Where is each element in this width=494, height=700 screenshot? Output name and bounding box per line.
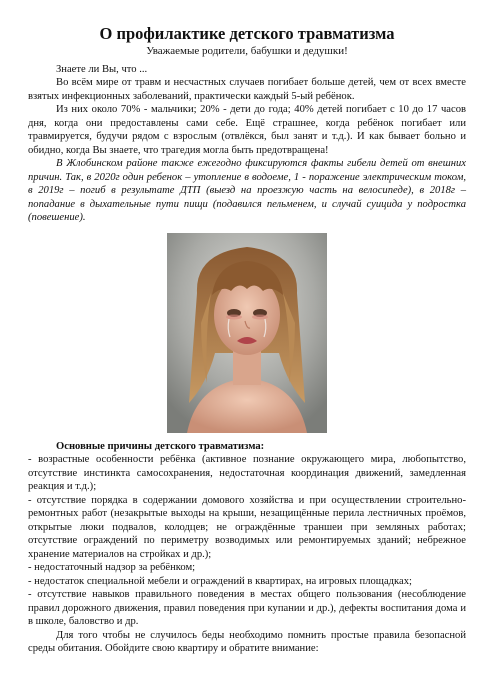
closing-paragraph: Для того чтобы не случилось беды необходимо помнить простые правила безопасной среды обитания. Обойдите свою квартиру и обратите внимание: <box>28 629 466 654</box>
cause-item: - отсутствие порядка в содержании домового хозяйства и при осуществлении строительно-ремонтных работ (незакрытые выходы на крыши, незащищённые перила лестничных проёмов, открытые люки подвалов, колодцев; не ограждённые траншеи при земляных работах; отсутствие ограждений по периметру возводимых или ремонтируемых зданий; небрежное хранение материалов на стройках и др.); <box>28 494 466 560</box>
cause-item: - недостаточный надзор за ребёнком; <box>28 562 196 573</box>
paragraph-statistics: Во всём мире от травм и несчастных случаев погибает больше детей, чем от всех вместе взятых инфекционных заболеваний, практически каждый 5-ый ребёнок. <box>28 77 466 102</box>
crying-child-photo <box>167 233 327 433</box>
cause-item: - отсутствие навыков правильного поведения в местах общего пользования (несоблюдение правил дорожного движения, правил поведения при купании и др.), дефекты воспитания дома и в школе, баловство и др. <box>28 589 466 627</box>
intro-text: Знаете ли Вы, что ... <box>56 63 148 75</box>
causes-heading: Основные причины детского травматизма: <box>56 440 265 452</box>
page-title: О профилактике детского травматизма <box>99 24 395 43</box>
paragraph-local-cases: В Жлобинском районе также ежегодно фиксируются факты гибели детей от внешних причин. Так, в 2020г один ребенок – утопление в водоеме, 1 - поражение электрическим током, в 2019г – погиб в результате ДТП (выезд на проезжую часть на велосипеде), в 2018г – попадание в дыхательные пути пищи (подавился пельменем, и случай суицида у подростка (повешение). <box>28 158 466 223</box>
paragraph-details: Из них около 70% - мальчики; 20% - дети до года; 40% детей погибает с 10 до 17 часов дня, когда они предоставлены сами себе. Ещё страшнее, когда ребёнок погибает или травмируется, будучи рядом с взрослым (отвлёкся, был занят и т.д.). И как бывает больно и обидно, когда Вы знаете, что трагедия могла быть предотвращена! <box>28 104 466 156</box>
crying-child-illustration <box>167 233 327 433</box>
cause-item: - возрастные особенности ребёнка (активное познание окружающего мира, любопытство, отсутствие инстинкта самосохранения, недостаточная координация движений, замедленная реакция и т.д.); <box>28 454 466 492</box>
page-subtitle: Уважаемые родители, бабушки и дедушки! <box>146 45 348 57</box>
photo-container <box>28 233 466 433</box>
cause-item: - недостаток специальной мебели и ограждений в квартирах, на игровых площадках; <box>28 575 412 587</box>
